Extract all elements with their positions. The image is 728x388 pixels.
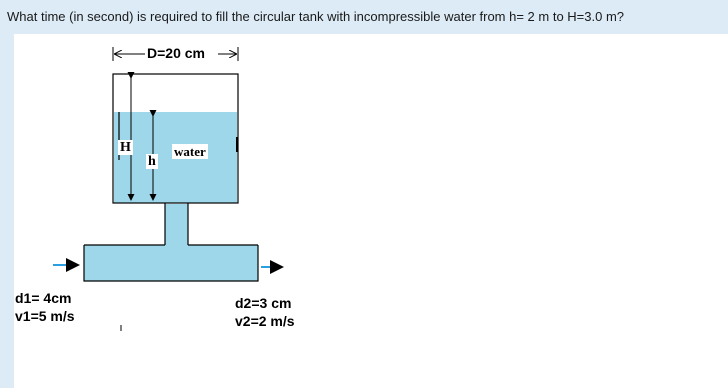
outlet-diameter-label: d2=3 cm (235, 295, 292, 311)
inlet-velocity-label: v1=5 m/s (15, 308, 75, 324)
diameter-label: D=20 cm (147, 45, 205, 61)
H-label: H (120, 140, 131, 155)
inlet-diameter-label: d1= 4cm (15, 290, 72, 306)
horizontal-pipe-water (84, 245, 258, 281)
outlet-velocity-label: v2=2 m/s (235, 313, 295, 329)
water-label: water (174, 144, 206, 159)
question-text: What time (in second) is required to fill the circular tank with incompressible water from h= 2 m to H=3.0 m? (7, 9, 625, 24)
h-label: h (148, 154, 156, 169)
connecting-pipe-water (165, 204, 188, 245)
